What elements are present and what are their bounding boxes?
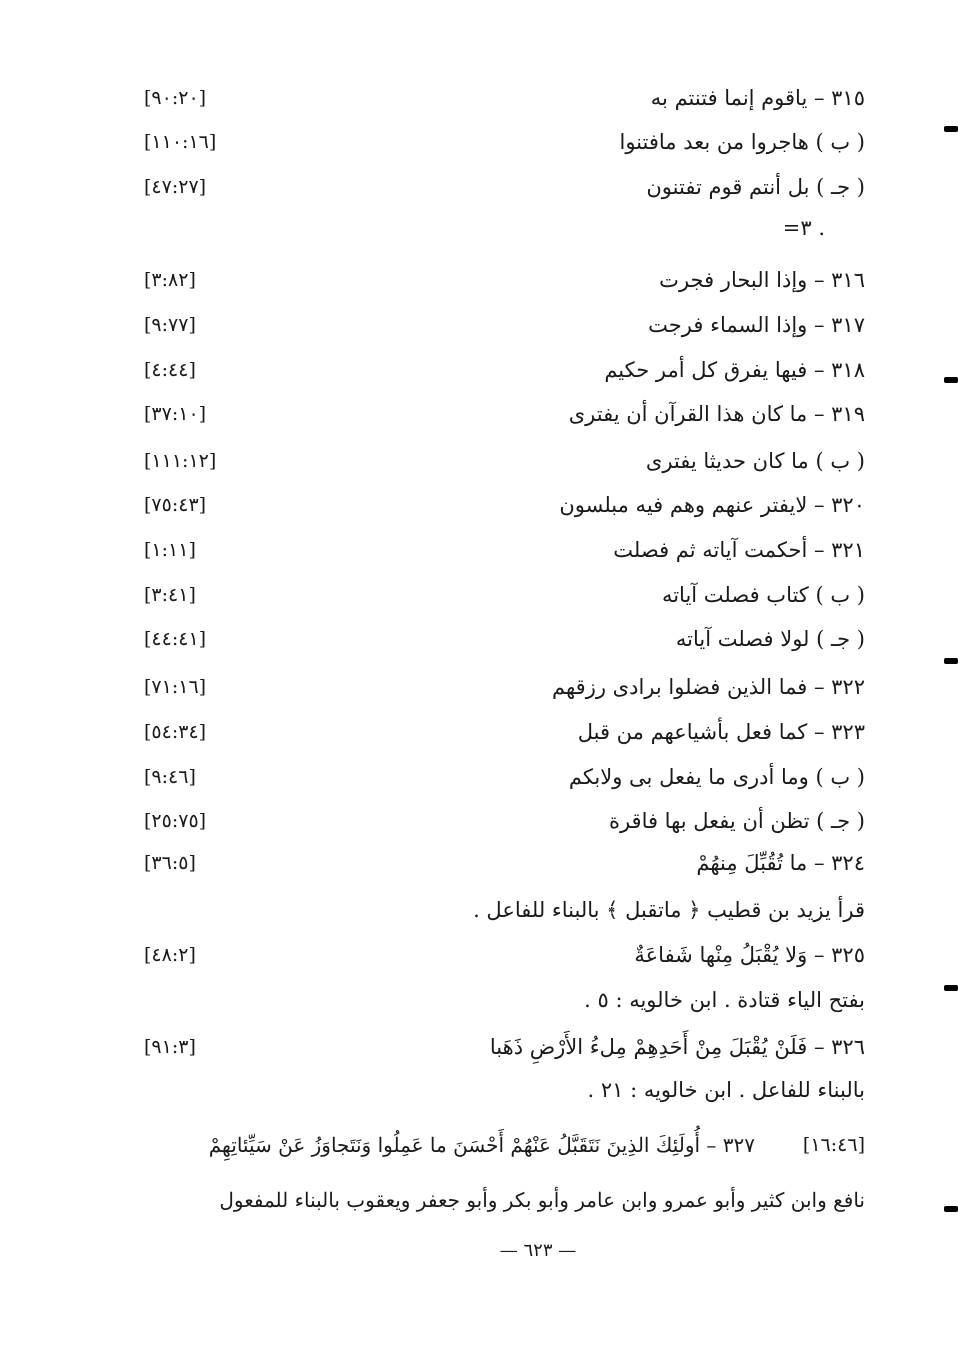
verse-reference: [٩:٧٧] xyxy=(144,314,196,336)
commentary-line xyxy=(140,980,865,1020)
verse-line-323 xyxy=(140,712,865,752)
verse-text: ٣٢٢ – فما الذين فضلوا برادى رزقهم xyxy=(552,675,865,699)
verse-reference: [١١٠:١٦] xyxy=(144,131,217,153)
verse-reference: [١:١١] xyxy=(144,539,196,561)
verse-text: ( جـ ) تظن أن يفعل بها فاقرة xyxy=(608,809,865,833)
verse-reference: [١٦:٤٦] xyxy=(802,1134,865,1156)
commentary-text: بفتح الياء قتادة . ابن خالويه : ٥ . xyxy=(584,988,865,1012)
verse-reference: [٩:٤٦] xyxy=(144,766,196,788)
verse-reference: [٤٨:٢] xyxy=(144,944,196,966)
verse-line-315c xyxy=(140,167,865,207)
commentary-text: بالبناء للفاعل . ابن خالويه : ٢١ . xyxy=(587,1078,865,1102)
verse-line-318 xyxy=(140,350,865,390)
verse-reference: [٢٥:٧٥] xyxy=(144,810,207,832)
commentary-text: نافع وابن كثير وأبو عمرو وابن عامر وأبو بكر وأبو جعفر ويعقوب بالبناء للمفعول xyxy=(219,1188,865,1212)
page-number xyxy=(0,1236,958,1266)
verse-line-322 xyxy=(140,667,865,707)
verse-text: ( جـ ) بل أنتم قوم تفتنون xyxy=(646,175,865,199)
verse-line-323c xyxy=(140,801,865,841)
margin-mark xyxy=(944,377,958,383)
verse-line-319 xyxy=(140,394,865,434)
verse-reference: [٩٠:٢٠] xyxy=(144,87,207,109)
verse-text: ٣٢٧ – أُولَئِكَ الذِينَ نَتَقَبَّلُ عَنْهُمْ أَحْسَنَ ما عَمِلُوا وَنَتَجاوَزُ عَنْ سَيِّئاتِهِمْ xyxy=(208,1133,755,1157)
verse-text: ( جـ ) لولا فصلت آياته xyxy=(675,627,865,651)
page-number-text: — ٦٢٣ — xyxy=(499,1240,577,1261)
verse-text: ٣٢١ – أحكمت آياته ثم فصلت xyxy=(613,538,865,562)
verse-reference: [٤٤:٤١] xyxy=(144,628,207,650)
verse-line-320 xyxy=(140,485,865,525)
verse-reference: [٣:٨٢] xyxy=(144,269,196,291)
verse-reference: [١١١:١٢] xyxy=(144,450,217,472)
margin-mark xyxy=(944,985,958,991)
verse-line-325 xyxy=(140,935,865,975)
verse-line-315b xyxy=(140,122,865,162)
verse-text: ( ب ) كتاب فصلت آياته xyxy=(661,583,865,607)
commentary-line xyxy=(140,1180,865,1220)
verse-reference: [٣٦:٥] xyxy=(144,852,196,874)
verse-text: ٣٢٤ – ما تُقُبِّلَ مِنهُمْ xyxy=(696,851,865,875)
verse-text: ٣١٦ – وإذا البحار فجرت xyxy=(659,268,865,292)
verse-reference: [٤٧:٢٧] xyxy=(144,176,207,198)
margin-mark xyxy=(944,1206,958,1212)
verse-text: ٣٢٠ – لايفتر عنهم وهم فيه مبلسون xyxy=(559,493,865,517)
verse-text: ٣١٥ – ياقوم إنما فتنتم به xyxy=(650,86,865,110)
commentary-line xyxy=(140,1070,865,1110)
count-text: . ٣= xyxy=(782,216,825,240)
verse-reference: [٤:٤٤] xyxy=(144,359,196,381)
count-note xyxy=(140,208,865,248)
verse-text: ٣١٨ – فيها يفرق كل أمر حكيم xyxy=(604,358,865,382)
verse-line-321c xyxy=(140,619,865,659)
verse-reference: [٧١:١٦] xyxy=(144,676,207,698)
verse-line-324 xyxy=(140,843,865,883)
commentary-text: قرأ يزيد بن قطيب ﴿ ماتقبل ﴾ بالبناء للفاعل . xyxy=(473,898,865,922)
verse-reference: [٣٧:١٠] xyxy=(144,403,207,425)
verse-line-316 xyxy=(140,260,865,300)
verse-line-319b xyxy=(140,441,865,481)
verse-line-321 xyxy=(140,530,865,570)
verse-reference: [٩١:٣] xyxy=(144,1036,196,1058)
margin-mark xyxy=(944,126,958,132)
verse-line-317 xyxy=(140,305,865,345)
margin-mark xyxy=(944,658,958,664)
verse-text: ( ب ) وما أدرى ما يفعل بى ولابكم xyxy=(568,765,865,789)
verse-text: ٣٢٣ – كما فعل بأشياعهم من قبل xyxy=(577,720,865,744)
commentary-line xyxy=(140,890,865,930)
verse-text: ٣٢٦ – فَلَنْ يُقْبَلَ مِنْ أَحَدِهِمْ مِلءُ الأَرْضِ ذَهَبا xyxy=(489,1035,865,1059)
verse-line-321b xyxy=(140,575,865,615)
verse-reference: [٣:٤١] xyxy=(144,584,196,606)
verse-text: ٣١٩ – ما كان هذا القرآن أن يفترى xyxy=(568,402,865,426)
verse-line-315 xyxy=(140,78,865,118)
verse-text: ٣١٧ – وإذا السماء فرجت xyxy=(648,313,865,337)
verse-reference: [٥٤:٣٤] xyxy=(144,721,207,743)
verse-text: ( ب ) هاجروا من بعد مافتنوا xyxy=(619,130,865,154)
verse-text: ٣٢٥ – وَلا يُقْبَلُ مِنْها شَفاعَةٌ xyxy=(634,943,865,967)
verse-text: ( ب ) ما كان حديثا يفترى xyxy=(645,449,865,473)
verse-line-326 xyxy=(140,1027,865,1067)
verse-line-323b xyxy=(140,757,865,797)
verse-reference: [٧٥:٤٣] xyxy=(144,494,207,516)
verse-line-327 xyxy=(140,1125,865,1165)
